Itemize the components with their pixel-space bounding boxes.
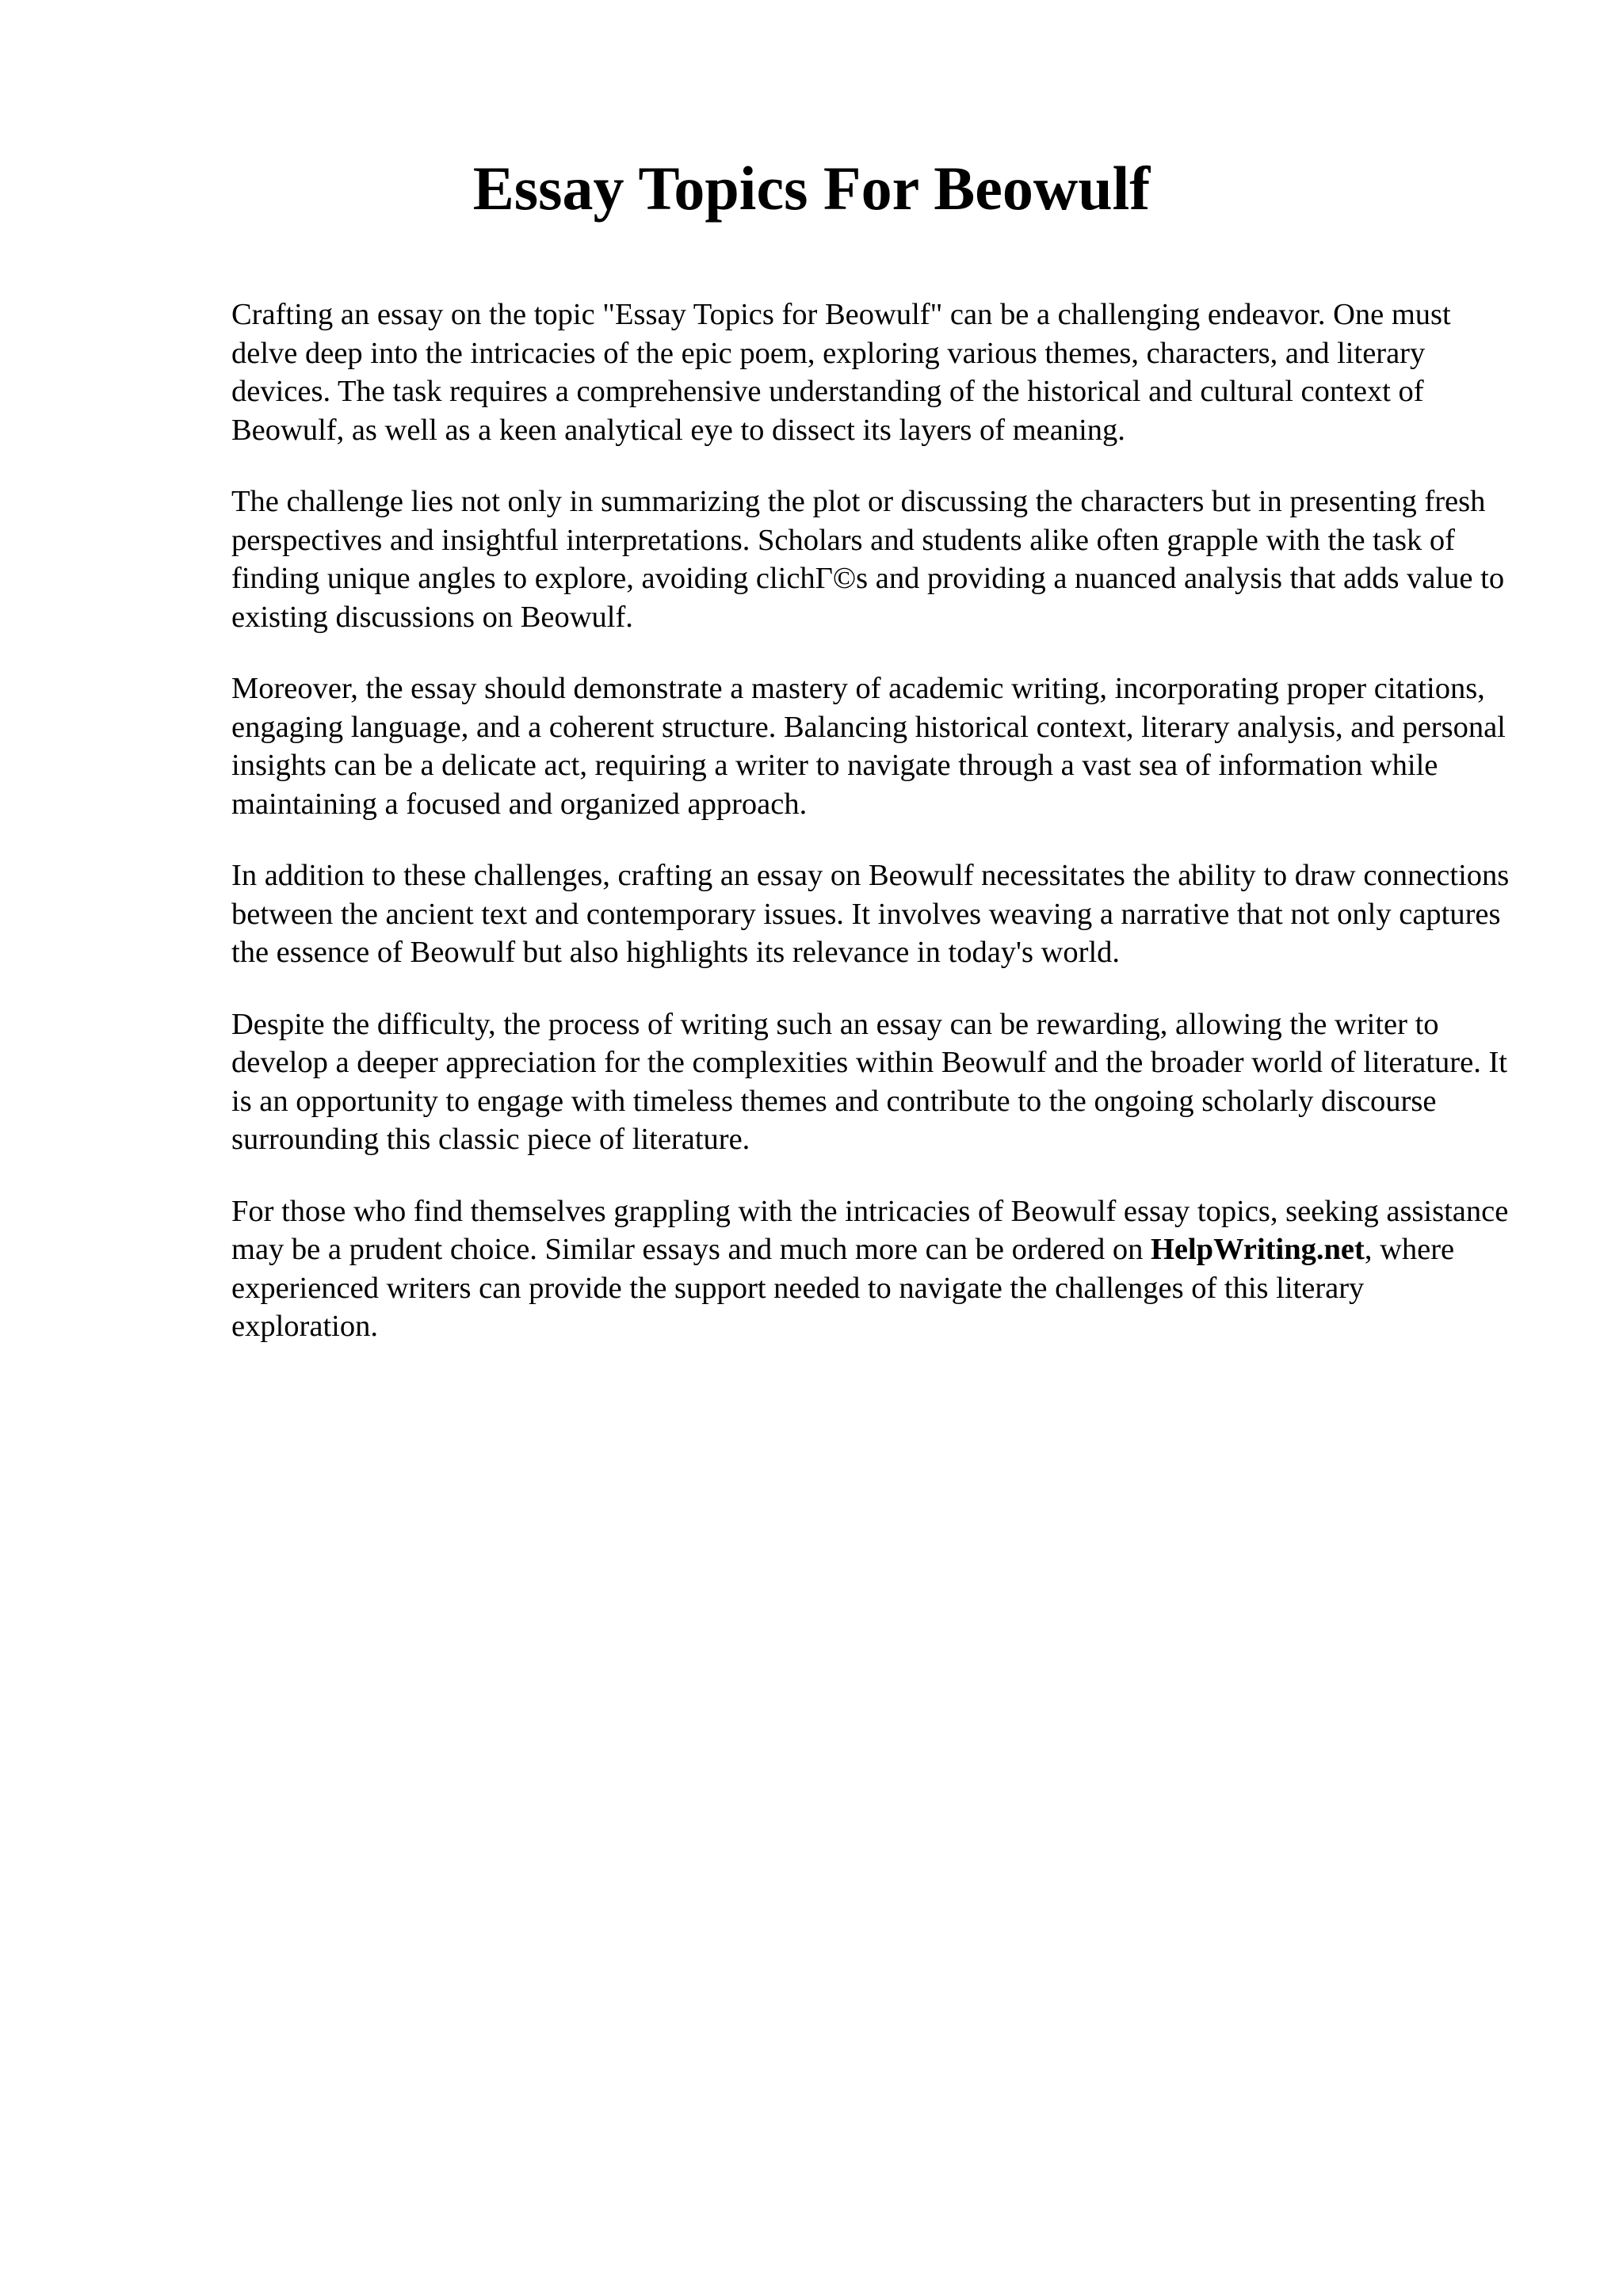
paragraph-6-trailing-text: , where experienced writers can provide the support needed to navigate the challenges of this literary exploration. [231,1233,1455,1343]
paragraph-4: In addition to these challenges, crafting an essay on Beowulf necessitates the ability to draw connections between the ancient text and contemporary issues. It involves weaving a narrative that not only captures the essence of Beowulf but also highlights its relevance in today's world. [231,859,1510,969]
paragraph-3: Moreover, the essay should demonstrate a mastery of academic writing, incorporating proper citations, engaging language, and a coherent structure. Balancing historical context, literary analysis, and personal insights can be a delicate act, requiring a writer to navigate through a vast sea of information while maintaining a focused and organized approach. [231,672,1506,821]
paragraph-1: Crafting an essay on the topic "Essay Topics for Beowulf" can be a challenging endeavor. One must delve deep into the intricacies of the epic poem, exploring various themes, characters, and literary devices. The task requires a comprehensive understanding of the historical and cultural context of Beowulf, as well as a keen analytical eye to dissect its layers of meaning. [231,298,1451,447]
paragraph-6 [231,1192,1515,1346]
paragraph-2: The challenge lies not only in summarizing the plot or discussing the characters but in presenting fresh perspectives and insightful interpretations. Scholars and students alike often grapple with the task of finding unique angles to explore, avoiding clichΓ©s and providing a nuanced analysis that adds value to existing discussions on Beowulf. [231,485,1505,634]
paragraph-6-lead-text: For those who find themselves grappling with the intricacies of Beowulf essay topics, seeking assistance may be a prudent choice. Similar essays and much more can be ordered on [231,1194,1509,1266]
document-body [231,296,1515,1379]
helpwriting-link[interactable]: HelpWriting.net [1150,1233,1365,1266]
paragraph-5: Despite the difficulty, the process of writing such an essay can be rewarding, allowing the writer to develop a deeper appreciation for the complexities within Beowulf and the broader world of literature. It is an opportunity to engage with timeless themes and contribute to the ongoing scholarly discourse surrounding this classic piece of literature. [231,1007,1507,1156]
page-title: Essay Topics For Beowulf [472,154,1151,223]
